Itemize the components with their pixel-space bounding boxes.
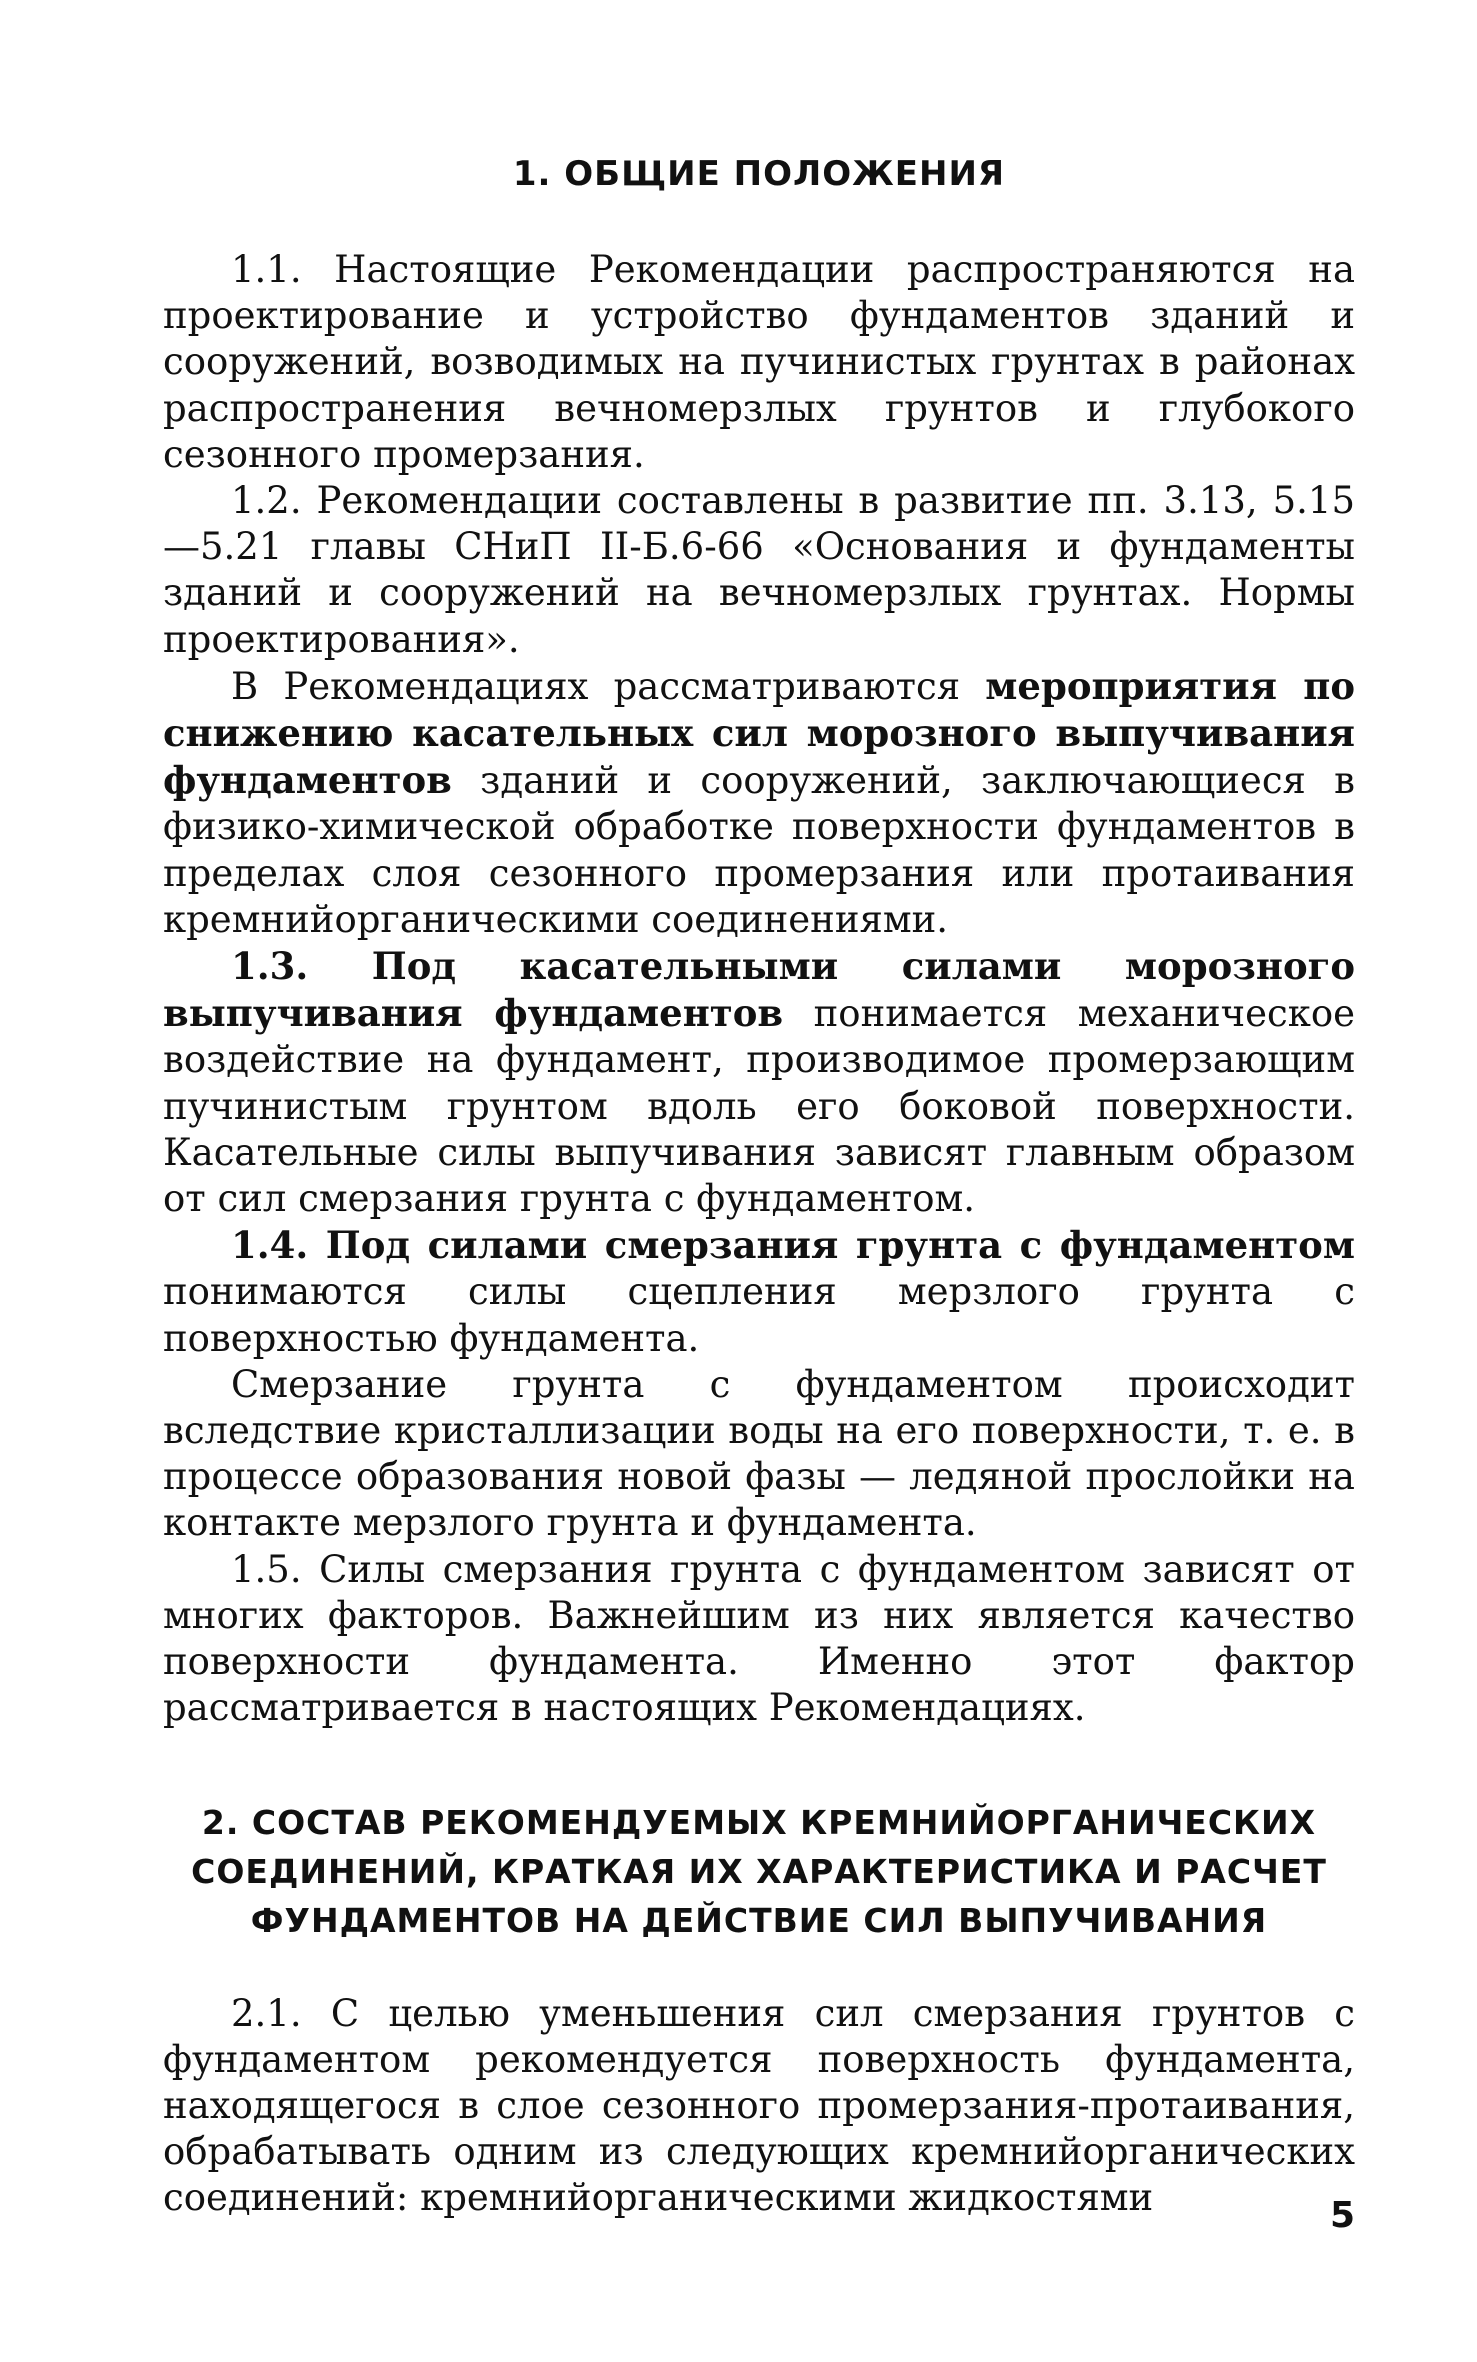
- paragraph-1-2-continued-bold: мероприятия по снижению касательных сил морозного выпучивания фундаментов: [163, 663, 1355, 803]
- section-1-heading: 1. ОБЩИЕ ПОЛОЖЕНИЯ: [512, 154, 1006, 194]
- paragraph-1-5: 1.5. Силы смерзания грунта с фундаментом зависят от многих факторов. Важнейшим из них является качество поверхности фундамента. Именно этот фактор рассматривается в настоящих Рекомендациях.: [163, 1547, 1355, 1730]
- paragraph-1-2-continued: [163, 663, 1355, 943]
- document-page: [163, 150, 1355, 2222]
- paragraph-1-3-bold: 1.3. Под касательными силами морозного выпучивания фундаментов: [163, 944, 1355, 1036]
- paragraph-1-3: [163, 943, 1355, 1222]
- paragraph-1-1: 1.1. Настоящие Рекомендации распространяются на проектирование и устройство фундаментов зданий и сооружений, возводимых на пучинистых грунтах в районах распространения вечномерзлых грунтов и глубокого сезонного промерзания.: [163, 248, 1355, 476]
- paragraph-1-4: [163, 1222, 1355, 1362]
- paragraph-1-2: 1.2. Рекомендации составлены в развитие пп. 3.13, 5.15—5.21 главы СНиП II-Б.6-66 «Основания и фундаменты зданий и сооружений на вечномерзлых грунтах. Нормы проектирования».: [163, 479, 1355, 661]
- paragraph-1-4-bold: 1.4. Под силами смерзания грунта с фундаментом: [231, 1223, 1355, 1268]
- paragraph-1-2-continued-end: зданий и сооружений, заключающиеся в физико-химической обработке поверхности фундаментов в пределах слоя сезонного промерзания или протаивания кремнийорганическими соединениями.: [163, 759, 1355, 941]
- paragraph-2-1: 2.1. С целью уменьшения сил смерзания грунтов с фундаментом рекомендуется поверхность фундамента, находящегося в слое сезонного промерзания-протаивания, обрабатывать одним из следующих кремнийорганических соединений: кремнийорганическими жидкостями: [163, 1991, 1355, 2220]
- paragraph-1-2-continued-start: В Рекомендациях рассматриваются: [231, 664, 986, 708]
- paragraph-1-4-end: понимаются силы сцепления мерзлого грунта с поверхностью фундамента.: [163, 1270, 1355, 1360]
- paragraph-1-4-continued: Смерзание грунта с фундаментом происходит вследствие кристаллизации воды на его поверхности, т. е. в процессе образования новой фазы — ледяной прослойки на контакте мерзлого грунта и фундамента.: [163, 1362, 1355, 1545]
- section-2-heading: 2. СОСТАВ РЕКОМЕНДУЕМЫХ КРЕМНИЙОРГАНИЧЕСКИХ СОЕДИНЕНИЙ, КРАТКАЯ ИХ ХАРАКТЕРИСТИКА И РАСЧЕТ ФУНДАМЕНТОВ НА ДЕЙСТВИЕ СИЛ ВЫПУЧИВАНИЯ: [191, 1802, 1327, 1940]
- paragraph-1-3-end: понимается механическое воздействие на фундамент, производимое промерзающим пучинистым грунтом вдоль его боковой поверхности. Касательные силы выпучивания зависят главным образом от сил смерзания грунта с фундаментом.: [163, 992, 1355, 1221]
- page-number: 5: [1329, 2195, 1355, 2236]
